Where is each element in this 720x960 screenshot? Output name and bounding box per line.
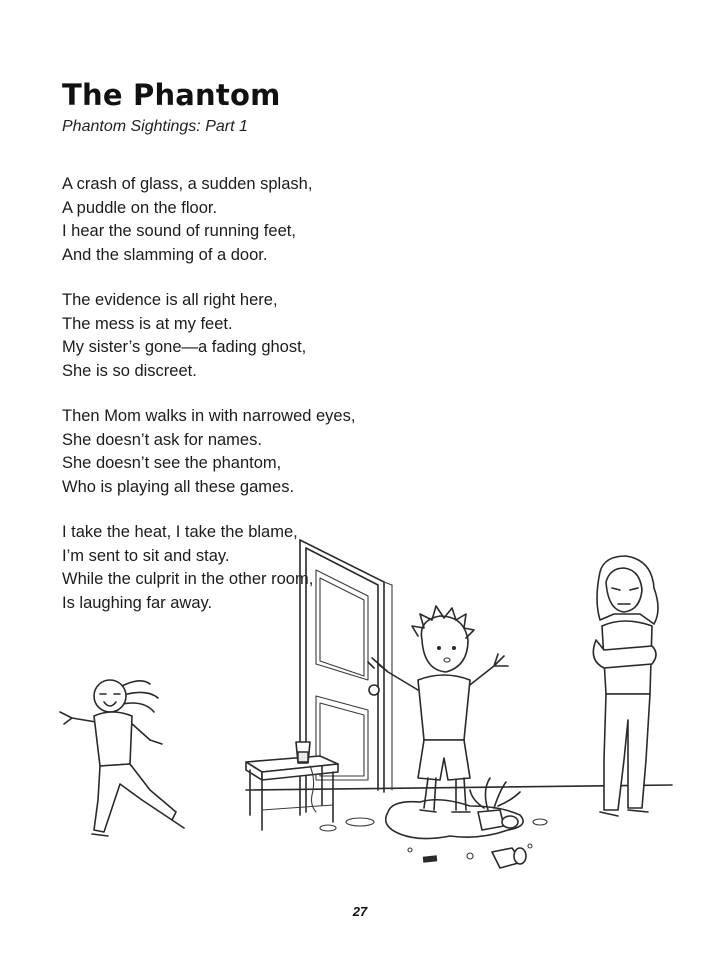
poem-line: I take the heat, I take the blame, — [62, 523, 298, 541]
poem-line: I hear the sound of running feet, — [62, 222, 296, 240]
poem-line: And the slamming of a door. — [62, 245, 268, 264]
poem-line: I’m sent to sit and stay. — [62, 546, 230, 565]
poem-line: Who is playing all these games. — [62, 477, 295, 496]
girl-illustration — [60, 680, 184, 836]
boy-illustration — [368, 606, 508, 812]
poem-line: My sister’s gone—a fading ghost, — [62, 338, 307, 356]
door-knob — [369, 685, 379, 695]
poem-line: She doesn’t ask for names. — [62, 430, 262, 449]
page-number: 27 — [352, 904, 368, 919]
poem-line: Is laughing far away. — [62, 593, 213, 612]
poem-line: A crash of glass, a sudden splash, — [62, 175, 313, 193]
poem-line: A puddle on the floor. — [62, 198, 218, 217]
poem-line: She doesn’t see the phantom, — [62, 454, 282, 472]
poem-line: The evidence is all right here, — [62, 291, 278, 309]
mother-illustration — [593, 556, 658, 816]
side-table-illustration — [246, 742, 338, 830]
poem-line: She is so discreet. — [62, 361, 197, 380]
poem-line: The mess is at my feet. — [62, 314, 233, 333]
page-subtitle: Phantom Sightings: Part 1 — [62, 118, 248, 135]
page-title: The Phantom — [62, 78, 281, 112]
poem-line: While the culprit in the other room, — [62, 570, 314, 588]
poem-line: Then Mom walks in with narrowed eyes, — [62, 407, 356, 425]
